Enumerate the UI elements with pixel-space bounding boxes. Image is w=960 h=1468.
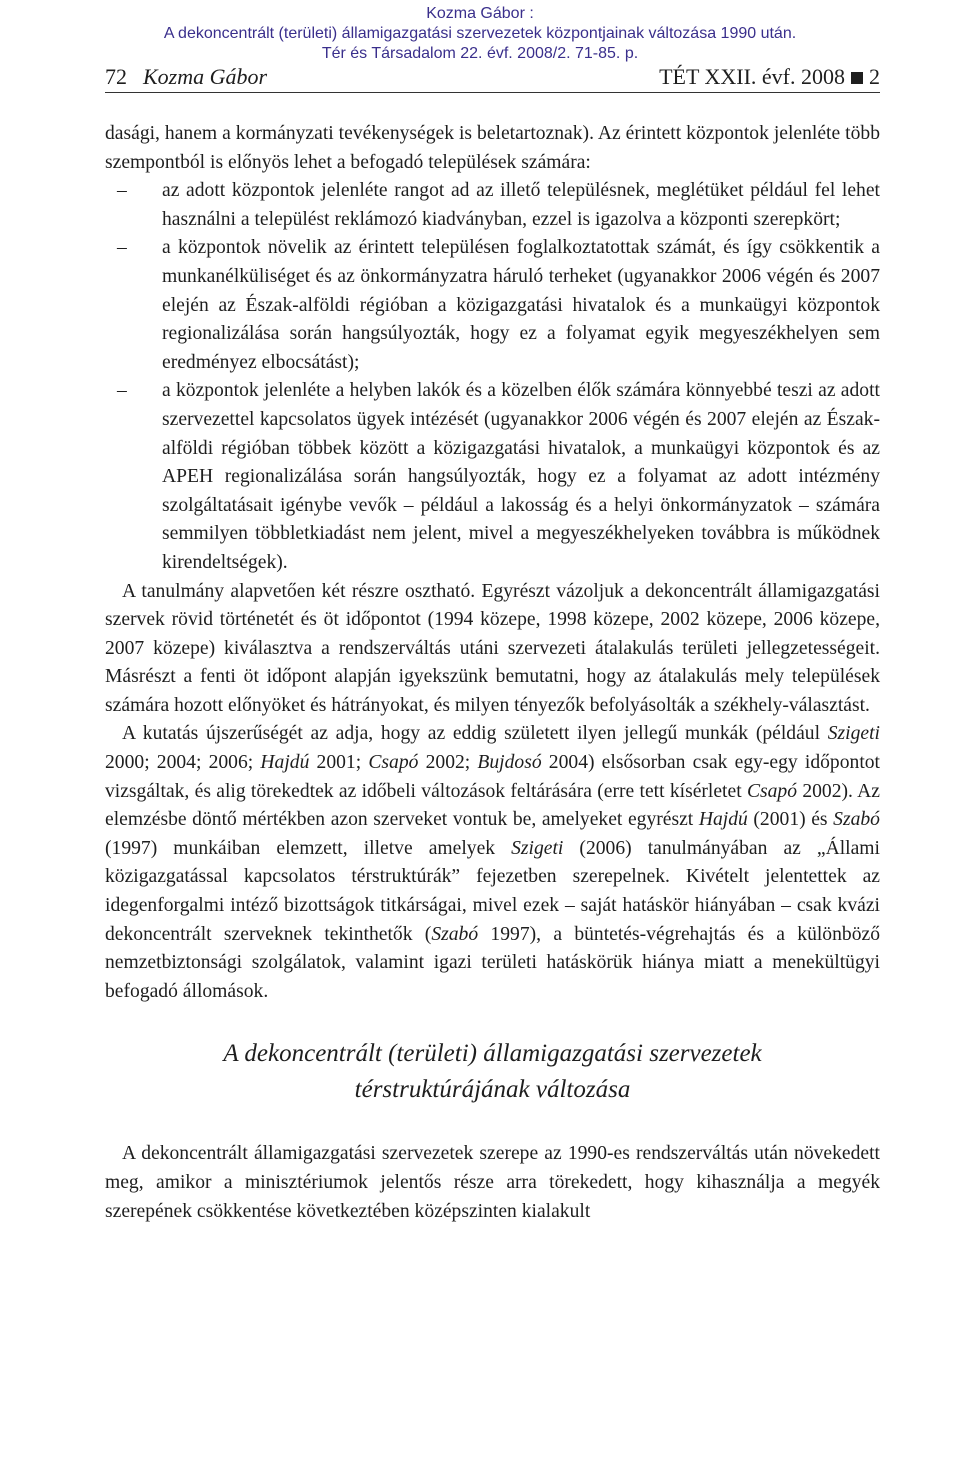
running-head-left xyxy=(105,64,267,90)
reference-author: Szigeti xyxy=(511,837,564,859)
citation-author: Kozma Gábor : xyxy=(426,5,534,22)
text-run: 1997), a büntetés-végrehajtás és a különböző nemzetbiztonsági szolgálatok, valamint igazi területi hatáskörük hiánya miatt a menekültügyi befogadó állomások. xyxy=(105,923,880,1002)
page-number: 72 xyxy=(105,64,127,89)
text-run: (2001) és xyxy=(747,809,834,831)
paragraph-2: A tanulmány alapvetően két részre osztható. Egyrészt vázoljuk a dekoncentrált államigazgatási szervek rövid történetét és öt időpontot (1994 közepe, 1998 közepe, 2002 közepe, 2006 közepe, 2007 közepe) kiválasztva a rendszerváltás utáni szervezeti átalakulás területi jellegzetességeit. Másrészt a fenti öt időpont alapján igyekszünk bemutatni, hogy az átalakulás mely települések számára hozott előnyöket és hátrányokat, és milyen tényezők befolyásolták a székhely-választást. xyxy=(105,580,880,716)
running-head-author: Kozma Gábor xyxy=(143,64,268,89)
section-title-line-1: A dekoncentrált (területi) államigazgatási szervezetek xyxy=(223,1040,762,1068)
text-run: 2000; 2004; 2006; xyxy=(105,752,261,774)
running-head-right xyxy=(659,64,880,90)
reference-author: Szabó xyxy=(431,923,479,945)
reference-author: Hajdú xyxy=(698,809,748,831)
paragraph-4: A dekoncentrált államigazgatási szervezetek szerepe az 1990-es rendszerváltás után növekedett meg, amikor a minisztériumok jelentős része arra törekedett, hogy kihasználja a megyék szerepének csökkentése következtében középszinten kialakult xyxy=(105,1143,880,1222)
paragraph-3 xyxy=(105,720,880,1006)
page-content xyxy=(105,120,880,1226)
text-run: 2002; xyxy=(418,752,478,774)
text-run: 2001; xyxy=(309,752,369,774)
list-item: – az adott központok jelenléte rangot ad az illető településnek, meglétüket például fel lehet használni a települést reklámozó kiadványban, ezzel is igazolva a központi szerepkört; xyxy=(105,177,880,234)
text-run: 2004) elsősorban csak egy-egy időpontot vizsgáltak, és alig törekedtek az időbeli változások feltárására (erre tett kísérletet xyxy=(105,752,880,802)
list-item: – a központok jelenléte a helyben lakók és a közelben élők számára könnyebbé teszi az adott szervezettel kapcsolatos ügyek intézését (ugyanakkor 2006 végén és 2007 elején az Észak-alföldi régióban többek között a közigazgatási hivatalok, a munkaügyi központok és az APEH regionalizálása során hangsúlyozták, hogy ez a folyamat az adott intézmény szolgáltatásait igénybe vevők – például a lakosság és a helyi önkormányzatok – számára semmilyen többletkiadást nem jelent, mivel a megyeszékhelyeken továbbra is működnek kirendeltségek). xyxy=(105,377,880,577)
reference-author: Szigeti xyxy=(827,723,880,745)
running-head xyxy=(105,62,880,93)
paragraph-1: dasági, hanem a kormányzati tevékenységek is beletartoznak). Az érintett központok jelenléte több szempontból is előnyös lehet a befogadó települések számára: xyxy=(105,123,880,173)
citation-header xyxy=(0,4,960,64)
list-item: – a központok növelik az érintett településen foglalkoztatottak számát, és így csökkentik a munkanélküliséget és az önkormányzatra háruló terheket (ugyanakkor 2006 végén és 2007 elején az Észak-alföldi régióban a közigazgatási hivatalok és a munkaügyi központok regionalizálása során hangsúlyozták, hogy ez a folyamat egyik megyeszékhelyen sem eredményez elbocsátást); xyxy=(105,234,880,377)
reference-author: Szabó xyxy=(833,809,880,831)
text-run: (2006) tanulmányában az „Állami közigazgatással kapcsolatos térstruktúrák” fejezetben szerepelnek. Kivételt jelentettek az idegenforgalmi intéző bizottságok titkárságai, mivel ezek – saját hatáskör hiányában – csak kvázi dekoncentrált szerveknek tekinthetők ( xyxy=(105,837,880,945)
reference-author: Hajdú xyxy=(260,752,310,774)
reference-author: Bujdosó xyxy=(477,752,542,774)
running-head-journal: TÉT XXII. évf. 2008 xyxy=(659,64,845,89)
text-run: A kutatás újszerűségét az adja, hogy az eddig született ilyen jellegű munkák (például xyxy=(122,723,828,745)
running-head-issue: 2 xyxy=(869,64,880,89)
square-bullet-icon xyxy=(851,72,863,84)
section-title xyxy=(105,1036,880,1108)
citation-title: A dekoncentrált (területi) államigazgatási szervezetek központjainak változása 1990 után. xyxy=(163,25,797,42)
citation-source: Tér és Társadalom 22. évf. 2008/2. 71-85. p. xyxy=(321,45,639,62)
reference-author: Csapó xyxy=(746,780,798,802)
section-title-line-2: térstruktúrájának változása xyxy=(354,1076,631,1104)
text-run: 2002). Az elemzésbe döntő mértékben azon szerveket vontuk be, amelyeket egyrészt xyxy=(105,780,880,831)
reference-author: Csapó xyxy=(368,752,419,774)
text-run: (1997) munkáiban elemzett, illetve amelyek xyxy=(105,837,512,859)
dash-list xyxy=(105,177,880,577)
